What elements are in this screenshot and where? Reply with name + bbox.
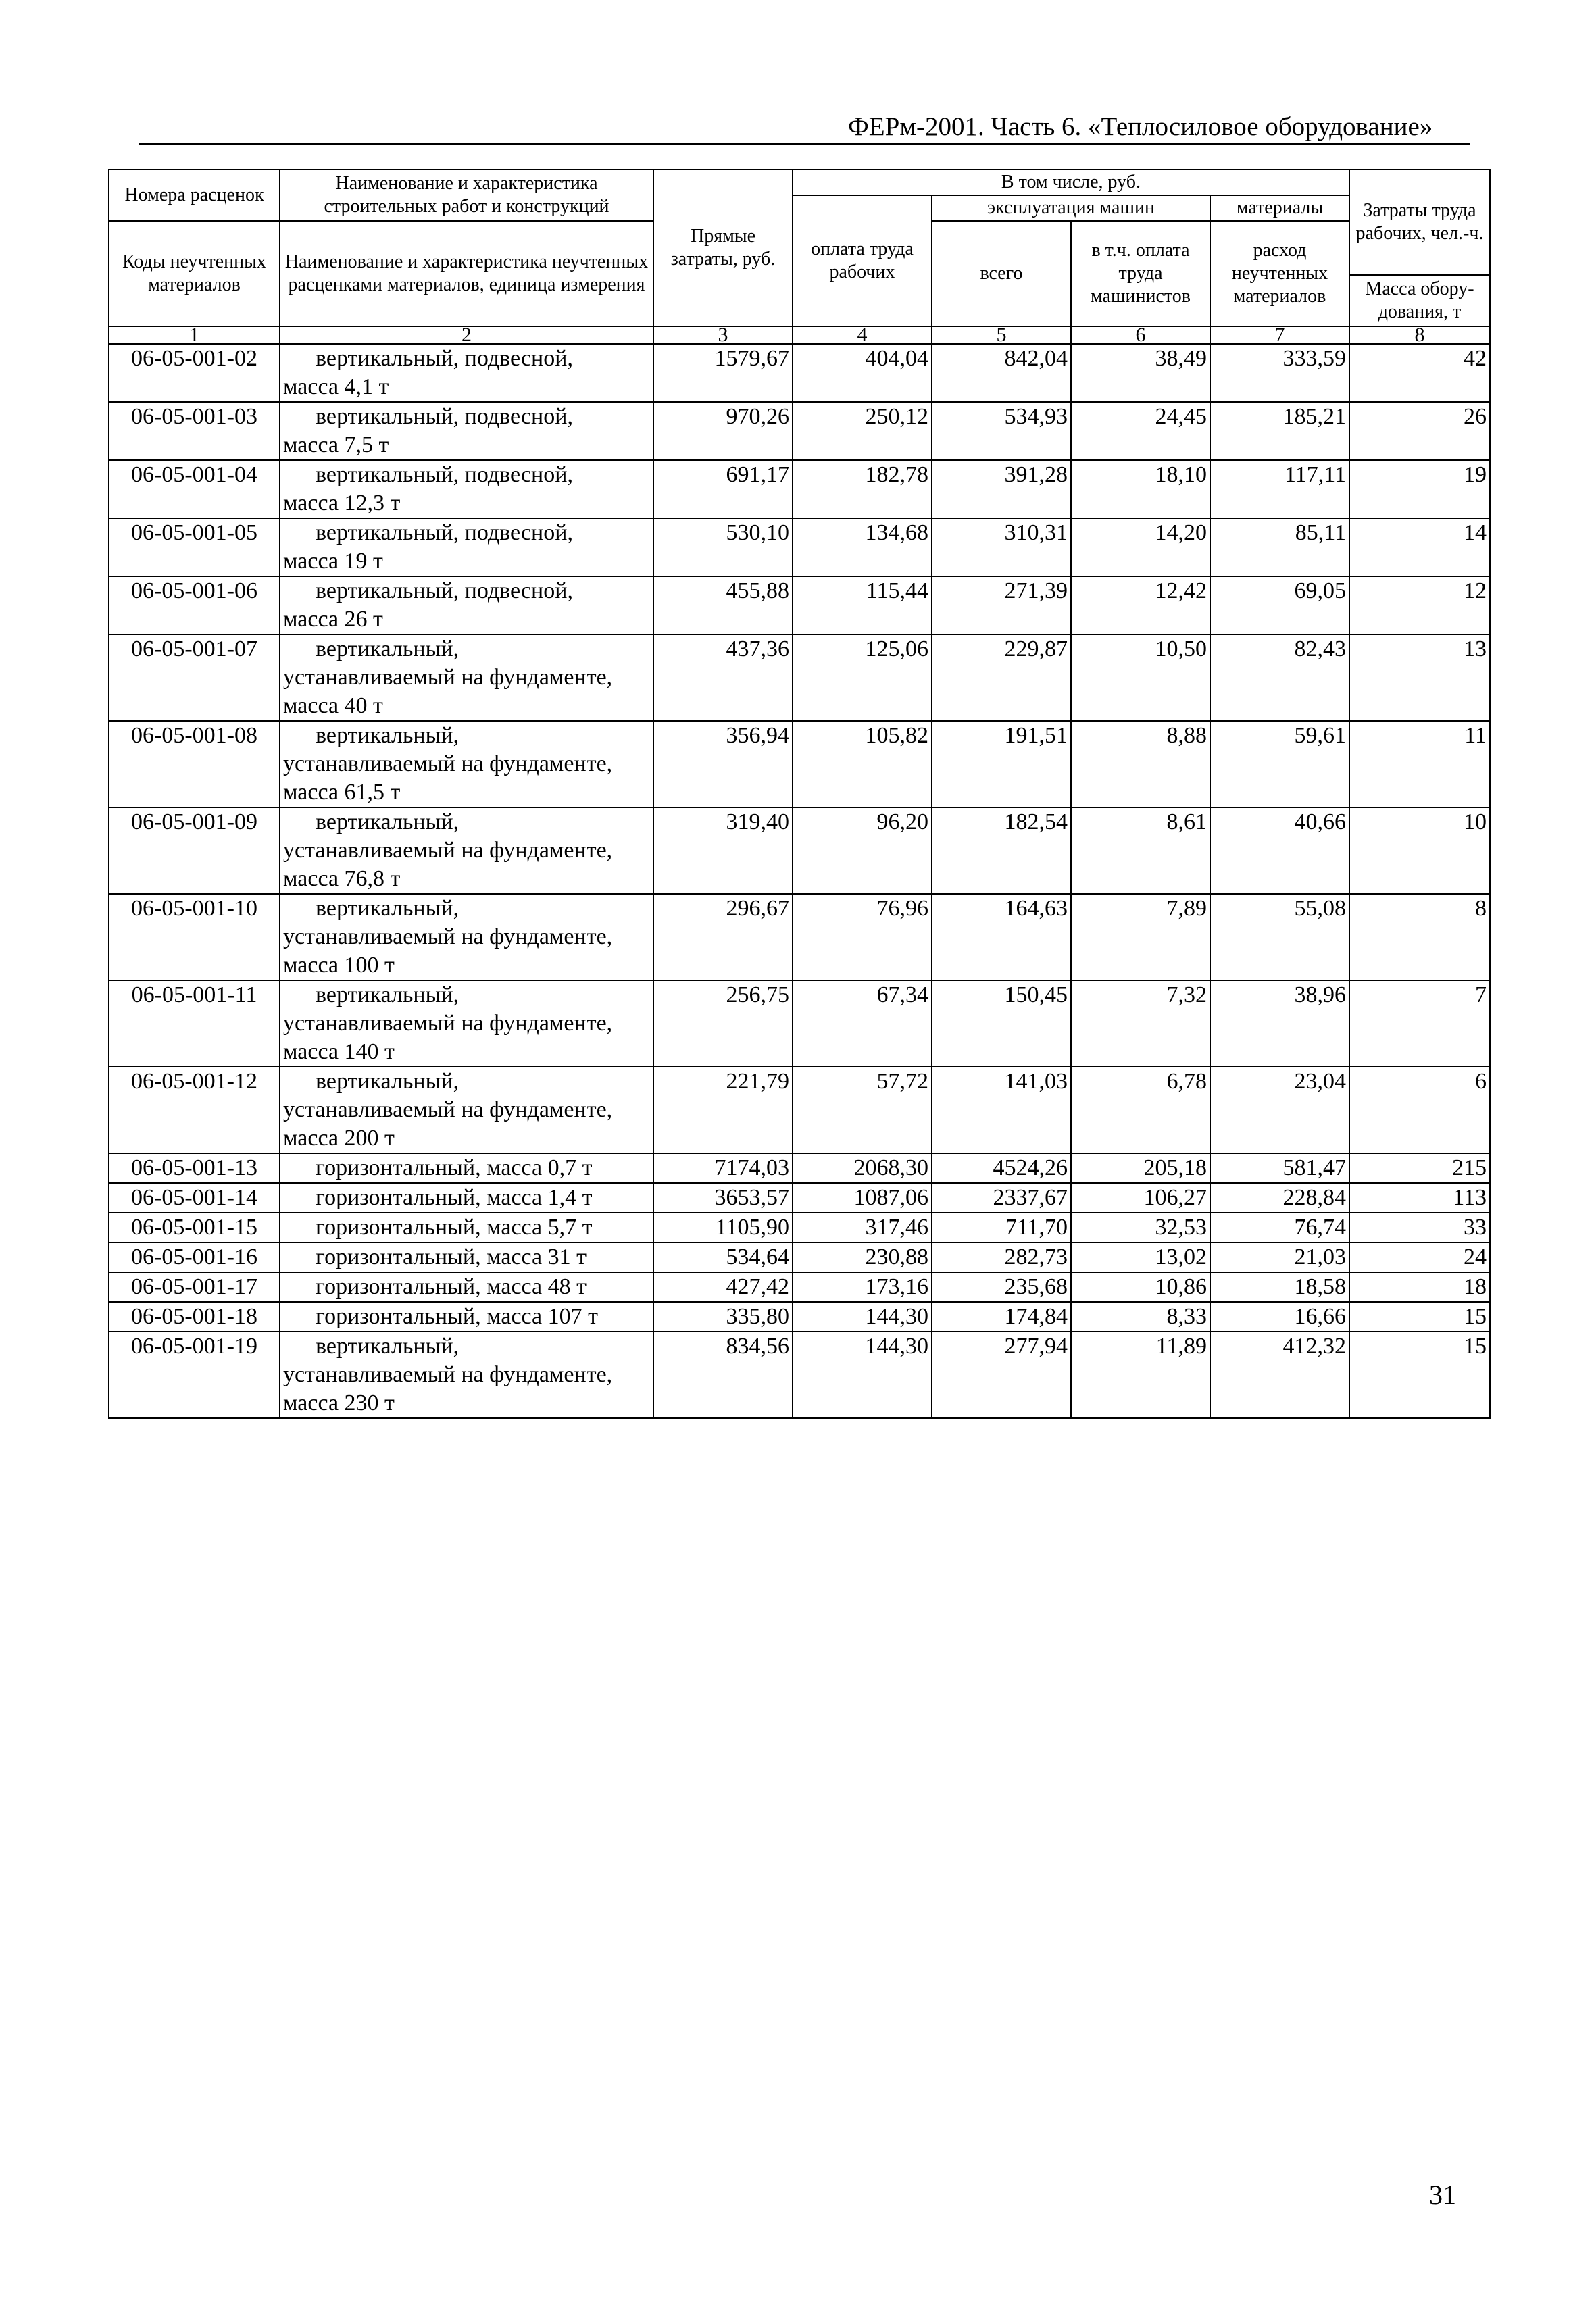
work-name — [280, 1272, 653, 1302]
work-name-continuation: масса 4,1 т — [283, 374, 389, 399]
table-row — [109, 721, 1490, 807]
work-name — [280, 576, 653, 634]
value-hours: 15 — [1349, 1302, 1490, 1332]
value-materials: 412,32 — [1210, 1332, 1349, 1418]
value-operators: 38,49 — [1071, 344, 1210, 402]
work-name — [280, 1153, 653, 1183]
work-name-first-line: вертикальный, подвесной, — [316, 346, 573, 371]
rate-code: 06-05-001-11 — [109, 980, 280, 1067]
rate-code: 06-05-001-04 — [109, 460, 280, 518]
page-number: 31 — [1429, 2180, 1456, 2210]
header-machine-operation: эксплуатация машин — [932, 195, 1210, 221]
work-name-continuation: устанавливаемый на фундаменте, масса 61,5 т — [283, 751, 613, 805]
value-hours: 10 — [1349, 807, 1490, 894]
value-direct: 530,10 — [653, 518, 793, 576]
value-hours: 11 — [1349, 721, 1490, 807]
work-name-continuation: масса 19 т — [283, 549, 383, 574]
work-name — [280, 1213, 653, 1242]
header-unaccounted-codes: Коды неучтенных материалов — [109, 221, 280, 326]
rate-code: 06-05-001-19 — [109, 1332, 280, 1418]
document-header: ФЕРм-2001. Часть 6. «Теплосиловое оборудование» — [848, 112, 1433, 141]
header-rate-numbers: Номера расценок — [109, 170, 280, 221]
work-name — [280, 460, 653, 518]
value-operators: 205,18 — [1071, 1153, 1210, 1183]
value-labor: 115,44 — [793, 576, 932, 634]
work-name — [280, 344, 653, 402]
value-machines: 277,94 — [932, 1332, 1071, 1418]
column-number: 8 — [1349, 326, 1490, 344]
header-direct-costs: Прямые затраты, руб. — [653, 170, 793, 326]
value-labor: 173,16 — [793, 1272, 932, 1302]
work-name-continuation: устанавливаемый на фундаменте, масса 200 т — [283, 1097, 613, 1151]
value-materials: 21,03 — [1210, 1242, 1349, 1272]
header-worker-pay: оплата труда рабочих — [793, 195, 932, 326]
rate-code: 06-05-001-05 — [109, 518, 280, 576]
value-machines: 164,63 — [932, 894, 1071, 980]
table-row — [109, 1183, 1490, 1213]
column-number: 6 — [1071, 326, 1210, 344]
value-labor: 57,72 — [793, 1067, 932, 1153]
value-labor: 404,04 — [793, 344, 932, 402]
value-operators: 8,88 — [1071, 721, 1210, 807]
value-machines: 182,54 — [932, 807, 1071, 894]
value-operators: 32,53 — [1071, 1213, 1210, 1242]
value-machines: 2337,67 — [932, 1183, 1071, 1213]
rate-code: 06-05-001-17 — [109, 1272, 280, 1302]
value-machines: 4524,26 — [932, 1153, 1071, 1183]
column-number: 2 — [280, 326, 653, 344]
value-hours: 215 — [1349, 1153, 1490, 1183]
value-machines: 282,73 — [932, 1242, 1071, 1272]
value-materials: 18,58 — [1210, 1272, 1349, 1302]
value-labor: 250,12 — [793, 402, 932, 460]
work-name-first-line: вертикальный, — [316, 723, 459, 748]
value-direct: 221,79 — [653, 1067, 793, 1153]
value-direct: 296,67 — [653, 894, 793, 980]
value-materials: 38,96 — [1210, 980, 1349, 1067]
work-name-continuation: масса 26 т — [283, 607, 383, 632]
value-labor: 144,30 — [793, 1332, 932, 1418]
value-labor: 105,82 — [793, 721, 932, 807]
value-hours: 6 — [1349, 1067, 1490, 1153]
value-hours: 19 — [1349, 460, 1490, 518]
work-name — [280, 1302, 653, 1332]
header-labor-hours: Затраты труда рабочих, чел.-ч. — [1349, 170, 1490, 275]
table-row — [109, 402, 1490, 460]
value-hours: 13 — [1349, 634, 1490, 721]
value-operators: 24,45 — [1071, 402, 1210, 460]
value-machines: 711,70 — [932, 1213, 1071, 1242]
value-materials: 16,66 — [1210, 1302, 1349, 1332]
value-hours: 24 — [1349, 1242, 1490, 1272]
value-hours: 14 — [1349, 518, 1490, 576]
header-machines-total: всего — [932, 221, 1071, 326]
value-direct: 834,56 — [653, 1332, 793, 1418]
value-materials: 82,43 — [1210, 634, 1349, 721]
value-direct: 3653,57 — [653, 1183, 793, 1213]
work-name — [280, 894, 653, 980]
value-machines: 191,51 — [932, 721, 1071, 807]
value-materials: 76,74 — [1210, 1213, 1349, 1242]
header-work-name: Наименование и характеристика строительных работ и конструкций — [280, 170, 653, 221]
rate-code: 06-05-001-16 — [109, 1242, 280, 1272]
rate-code: 06-05-001-06 — [109, 576, 280, 634]
value-operators: 13,02 — [1071, 1242, 1210, 1272]
value-machines: 534,93 — [932, 402, 1071, 460]
value-machines: 141,03 — [932, 1067, 1071, 1153]
value-hours: 18 — [1349, 1272, 1490, 1302]
header-materials-consumption: расход неучтенных материалов — [1210, 221, 1349, 326]
value-direct: 437,36 — [653, 634, 793, 721]
table-row — [109, 576, 1490, 634]
value-direct: 691,17 — [653, 460, 793, 518]
work-name-first-line: вертикальный, подвесной, — [316, 462, 573, 487]
work-name-first-line: вертикальный, — [316, 636, 459, 661]
work-name-continuation: масса 7,5 т — [283, 432, 389, 457]
value-machines: 391,28 — [932, 460, 1071, 518]
value-labor: 76,96 — [793, 894, 932, 980]
value-machines: 842,04 — [932, 344, 1071, 402]
rate-code: 06-05-001-07 — [109, 634, 280, 721]
header-rule — [139, 143, 1470, 145]
table-row — [109, 1242, 1490, 1272]
work-name — [280, 1332, 653, 1418]
header-materials: материалы — [1210, 195, 1349, 221]
work-name — [280, 1183, 653, 1213]
value-labor: 125,06 — [793, 634, 932, 721]
value-hours: 113 — [1349, 1183, 1490, 1213]
work-name — [280, 980, 653, 1067]
rate-code: 06-05-001-12 — [109, 1067, 280, 1153]
value-direct: 335,80 — [653, 1302, 793, 1332]
value-direct: 256,75 — [653, 980, 793, 1067]
value-labor: 96,20 — [793, 807, 932, 894]
value-direct: 1579,67 — [653, 344, 793, 402]
header-operators-pay: в т.ч. оплата труда машинистов — [1071, 221, 1210, 326]
rate-code: 06-05-001-14 — [109, 1183, 280, 1213]
value-labor: 2068,30 — [793, 1153, 932, 1183]
value-materials: 333,59 — [1210, 344, 1349, 402]
work-name-continuation: устанавливаемый на фундаменте, масса 76,8 т — [283, 838, 613, 891]
work-name-continuation: масса 12,3 т — [283, 491, 401, 515]
work-name-first-line: вертикальный, подвесной, — [316, 520, 573, 545]
value-labor: 144,30 — [793, 1302, 932, 1332]
rate-code: 06-05-001-18 — [109, 1302, 280, 1332]
value-materials: 185,21 — [1210, 402, 1349, 460]
work-name — [280, 1067, 653, 1153]
value-machines: 235,68 — [932, 1272, 1071, 1302]
value-operators: 10,50 — [1071, 634, 1210, 721]
value-direct: 1105,90 — [653, 1213, 793, 1242]
work-name-first-line: вертикальный, подвесной, — [316, 578, 573, 603]
value-direct: 970,26 — [653, 402, 793, 460]
value-direct: 534,64 — [653, 1242, 793, 1272]
work-name-first-line: горизонтальный, масса 107 т — [316, 1304, 599, 1329]
value-operators: 10,86 — [1071, 1272, 1210, 1302]
value-labor: 182,78 — [793, 460, 932, 518]
work-name — [280, 807, 653, 894]
work-name-first-line: горизонтальный, масса 5,7 т — [316, 1215, 593, 1240]
work-name-continuation: устанавливаемый на фундаменте, масса 40 т — [283, 665, 613, 718]
table-row — [109, 1332, 1490, 1418]
value-operators: 12,42 — [1071, 576, 1210, 634]
work-name-continuation: устанавливаемый на фундаменте, масса 100 т — [283, 924, 613, 978]
work-name-first-line: вертикальный, — [316, 896, 459, 921]
table-row — [109, 1153, 1490, 1183]
column-number: 7 — [1210, 326, 1349, 344]
value-labor: 230,88 — [793, 1242, 932, 1272]
column-number: 3 — [653, 326, 793, 344]
rate-code: 06-05-001-09 — [109, 807, 280, 894]
header-equipment-mass: Масса обору-дования, т — [1349, 275, 1490, 326]
rate-code: 06-05-001-08 — [109, 721, 280, 807]
value-direct: 427,42 — [653, 1272, 793, 1302]
value-operators: 7,89 — [1071, 894, 1210, 980]
value-labor: 317,46 — [793, 1213, 932, 1242]
value-direct: 7174,03 — [653, 1153, 793, 1183]
value-operators: 106,27 — [1071, 1183, 1210, 1213]
value-direct: 356,94 — [653, 721, 793, 807]
value-hours: 12 — [1349, 576, 1490, 634]
work-name-first-line: вертикальный, — [316, 809, 459, 834]
value-hours: 7 — [1349, 980, 1490, 1067]
rates-table — [108, 169, 1491, 1419]
table-row — [109, 807, 1490, 894]
table-row — [109, 344, 1490, 402]
work-name-first-line: горизонтальный, масса 48 т — [316, 1274, 587, 1299]
value-direct: 319,40 — [653, 807, 793, 894]
table-row — [109, 1272, 1490, 1302]
value-hours: 33 — [1349, 1213, 1490, 1242]
value-materials: 581,47 — [1210, 1153, 1349, 1183]
value-hours: 8 — [1349, 894, 1490, 980]
value-machines: 310,31 — [932, 518, 1071, 576]
work-name-first-line: горизонтальный, масса 1,4 т — [316, 1185, 593, 1210]
work-name-first-line: вертикальный, — [316, 1069, 459, 1094]
rate-code: 06-05-001-02 — [109, 344, 280, 402]
column-number: 5 — [932, 326, 1071, 344]
value-labor: 67,34 — [793, 980, 932, 1067]
work-name-continuation: устанавливаемый на фундаменте, масса 140 т — [283, 1011, 613, 1064]
work-name — [280, 402, 653, 460]
table-row — [109, 980, 1490, 1067]
value-machines: 150,45 — [932, 980, 1071, 1067]
value-labor: 1087,06 — [793, 1183, 932, 1213]
value-operators: 8,61 — [1071, 807, 1210, 894]
work-name — [280, 1242, 653, 1272]
work-name — [280, 634, 653, 721]
header-unaccounted-names: Наименование и характеристика неучтенных расценками материалов, единица измерения — [280, 221, 653, 326]
rate-code: 06-05-001-13 — [109, 1153, 280, 1183]
table-row — [109, 1213, 1490, 1242]
value-materials: 23,04 — [1210, 1067, 1349, 1153]
value-materials: 69,05 — [1210, 576, 1349, 634]
work-name-first-line: горизонтальный, масса 31 т — [316, 1244, 587, 1269]
value-machines: 271,39 — [932, 576, 1071, 634]
column-number: 1 — [109, 326, 280, 344]
value-labor: 134,68 — [793, 518, 932, 576]
work-name — [280, 518, 653, 576]
work-name-first-line: вертикальный, — [316, 1334, 459, 1359]
value-materials: 228,84 — [1210, 1183, 1349, 1213]
value-materials: 40,66 — [1210, 807, 1349, 894]
value-materials: 59,61 — [1210, 721, 1349, 807]
column-number: 4 — [793, 326, 932, 344]
table-row — [109, 634, 1490, 721]
work-name-first-line: вертикальный, — [316, 982, 459, 1007]
value-operators: 7,32 — [1071, 980, 1210, 1067]
work-name-continuation: устанавливаемый на фундаменте, масса 230 т — [283, 1362, 613, 1415]
rate-code: 06-05-001-15 — [109, 1213, 280, 1242]
value-machines: 229,87 — [932, 634, 1071, 721]
table-row — [109, 1067, 1490, 1153]
header-including: В том числе, руб. — [793, 170, 1349, 195]
work-name-first-line: горизонтальный, масса 0,7 т — [316, 1155, 593, 1180]
table-row — [109, 1302, 1490, 1332]
value-hours: 42 — [1349, 344, 1490, 402]
rate-code: 06-05-001-10 — [109, 894, 280, 980]
value-operators: 6,78 — [1071, 1067, 1210, 1153]
work-name — [280, 721, 653, 807]
rate-code: 06-05-001-03 — [109, 402, 280, 460]
value-operators: 8,33 — [1071, 1302, 1210, 1332]
table-row — [109, 518, 1490, 576]
work-name-first-line: вертикальный, подвесной, — [316, 404, 573, 429]
value-machines: 174,84 — [932, 1302, 1071, 1332]
value-operators: 14,20 — [1071, 518, 1210, 576]
value-materials: 117,11 — [1210, 460, 1349, 518]
value-operators: 11,89 — [1071, 1332, 1210, 1418]
value-operators: 18,10 — [1071, 460, 1210, 518]
value-hours: 26 — [1349, 402, 1490, 460]
value-hours: 15 — [1349, 1332, 1490, 1418]
value-materials: 85,11 — [1210, 518, 1349, 576]
value-direct: 455,88 — [653, 576, 793, 634]
table-row — [109, 894, 1490, 980]
table-row — [109, 460, 1490, 518]
value-materials: 55,08 — [1210, 894, 1349, 980]
